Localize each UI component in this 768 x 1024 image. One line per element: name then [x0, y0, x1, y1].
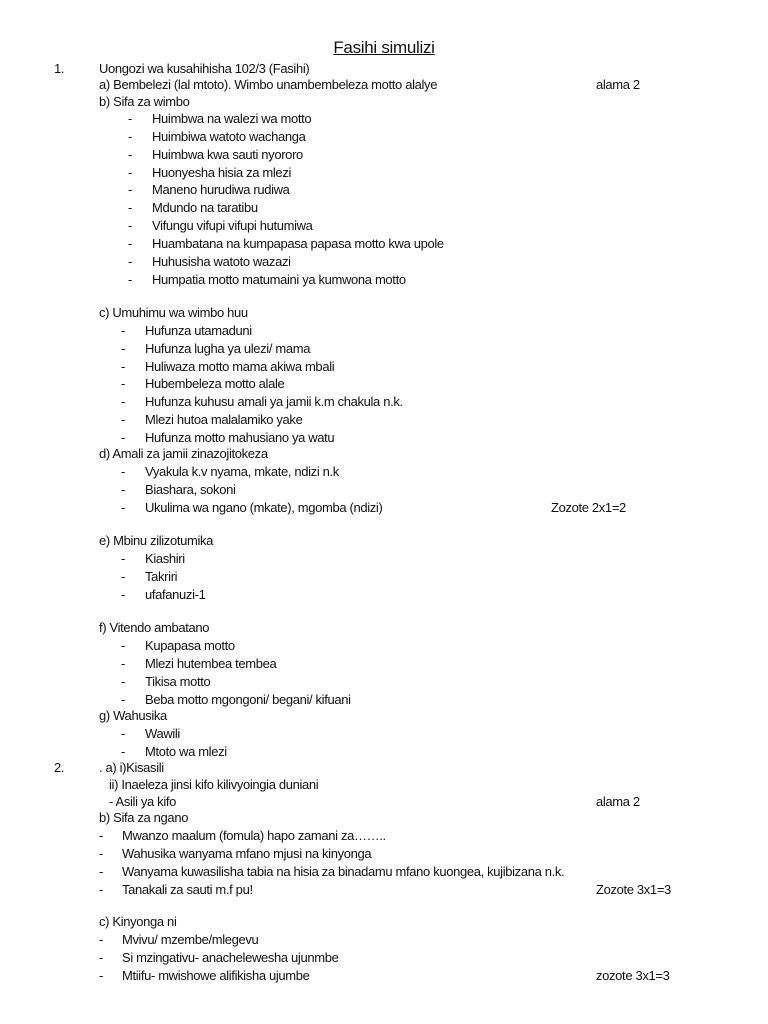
list-item: Maneno hurudiwa rudiwa: [152, 182, 290, 197]
page-title: Fasihi simulizi: [333, 38, 435, 57]
list-item: Mtiifu- mwishowe alifikisha ujumbe: [122, 968, 310, 983]
list-item: Wanyama kuwasilisha tabia na hisia za binadamu mfano kuongea, kujibizana n.k.: [122, 864, 565, 879]
bullet-dash: -: [99, 846, 103, 861]
q2-a-line-3: - Asili ya kifo: [109, 794, 176, 809]
bullet-dash: -: [121, 726, 125, 741]
bullet-dash: -: [128, 182, 132, 197]
q2-c-heading: c) Kinyonga ni: [99, 914, 177, 929]
list-item: Tikisa motto: [145, 674, 211, 689]
list-item: Hufunza utamaduni: [145, 323, 252, 338]
bullet-dash: -: [99, 828, 103, 843]
bullet-dash: -: [121, 359, 125, 374]
bullet-dash: -: [121, 656, 125, 671]
bullet-dash: -: [121, 464, 125, 479]
q2-b-heading: b) Sifa za ngano: [99, 810, 189, 825]
list-item: Huambatana na kumpapasa papasa motto kwa upole: [152, 236, 444, 251]
list-item: Kiashiri: [145, 551, 185, 566]
bullet-dash: -: [121, 744, 125, 759]
list-item: Kupapasa motto: [145, 638, 235, 653]
list-item: Huliwaza motto mama akiwa mbali: [145, 359, 335, 374]
bullet-dash: -: [121, 394, 125, 409]
bullet-dash: -: [121, 500, 125, 515]
bullet-dash: -: [121, 587, 125, 602]
bullet-dash: -: [121, 674, 125, 689]
bullet-dash: -: [121, 692, 125, 707]
bullet-dash: -: [128, 129, 132, 144]
list-item: Mlezi hutoa malalamiko yake: [145, 412, 303, 427]
list-item: Hufunza motto mahusiano ya watu: [145, 430, 335, 445]
bullet-dash: -: [121, 376, 125, 391]
list-item: Tanakali za sauti m.f pu!: [122, 882, 253, 897]
bullet-dash: -: [121, 412, 125, 427]
bullet-dash: -: [121, 551, 125, 566]
q1-c-heading: c) Umuhimu wa wimbo huu: [99, 305, 248, 320]
q1-b-heading: b) Sifa za wimbo: [99, 94, 190, 109]
list-item: Huimbwa kwa sauti nyororo: [152, 147, 303, 162]
list-item: Mlezi hutembea tembea: [145, 656, 277, 671]
q2-b-marks: Zozote 3x1=3: [596, 882, 671, 897]
bullet-dash: -: [99, 882, 103, 897]
bullet-dash: -: [121, 482, 125, 497]
bullet-dash: -: [121, 638, 125, 653]
q1-e-heading: e) Mbinu zilizotumika: [99, 533, 214, 548]
bullet-dash: -: [128, 200, 132, 215]
list-item: Mvivu/ mzembe/mlegevu: [122, 932, 259, 947]
list-item: Huonyesha hisia za mlezi: [152, 165, 292, 180]
list-item: Huhusisha watoto wazazi: [152, 254, 291, 269]
list-item: Hufunza lugha ya ulezi/ mama: [145, 341, 311, 356]
list-item: Hubembeleza motto alale: [145, 376, 285, 391]
bullet-dash: -: [128, 218, 132, 233]
question-1-heading: Uongozi wa kusahihisha 102/3 (Fasihi): [99, 61, 310, 76]
bullet-dash: -: [121, 569, 125, 584]
bullet-dash: -: [128, 272, 132, 287]
list-item: Takriri: [145, 569, 178, 584]
question-2-number: 2.: [54, 760, 65, 775]
bullet-dash: -: [128, 111, 132, 126]
list-item: Ukulima wa ngano (mkate), mgomba (ndizi): [145, 500, 383, 515]
q1-d-marks: Zozote 2x1=2: [551, 500, 626, 515]
list-item: Beba motto mgongoni/ begani/ kifuani: [145, 692, 351, 707]
q1-f-heading: f) Vitendo ambatano: [99, 620, 210, 635]
q1-a-text: a) Bembelezi (lal mtoto). Wimbo unambembeleza motto alalye: [99, 77, 438, 92]
bullet-dash: -: [121, 430, 125, 445]
list-item: Mwanzo maalum (fomula) hapo zamani za……..: [122, 828, 386, 843]
bullet-dash: -: [128, 254, 132, 269]
q2-a-line-1: . a) i)Kisasili: [99, 760, 164, 775]
bullet-dash: -: [99, 864, 103, 879]
list-item: Vifungu vifupi vifupi hutumiwa: [152, 218, 313, 233]
bullet-dash: -: [121, 341, 125, 356]
list-item: Huimbiwa watoto wachanga: [152, 129, 306, 144]
q1-a-marks: alama 2: [596, 77, 640, 92]
bullet-dash: -: [99, 950, 103, 965]
q1-g-heading: g) Wahusika: [99, 708, 167, 723]
bullet-dash: -: [99, 968, 103, 983]
list-item: Biashara, sokoni: [145, 482, 236, 497]
bullet-dash: -: [128, 236, 132, 251]
bullet-dash: -: [128, 165, 132, 180]
list-item: Si mzingativu- anachelewesha ujunmbe: [122, 950, 339, 965]
q1-d-heading: d) Amali za jamii zinazojitokeza: [99, 446, 268, 461]
list-item: Mtoto wa mlezi: [145, 744, 227, 759]
list-item: Mdundo na taratibu: [152, 200, 258, 215]
list-item: Hufunza kuhusu amali ya jamii k.m chakula n.k.: [145, 394, 403, 409]
bullet-dash: -: [121, 323, 125, 338]
list-item: Huimbwa na walezi wa motto: [152, 111, 312, 126]
bullet-dash: -: [128, 147, 132, 162]
list-item: Wawili: [145, 726, 180, 741]
q2-a-marks: alama 2: [596, 794, 640, 809]
q2-c-marks: zozote 3x1=3: [596, 968, 670, 983]
question-1-number: 1.: [54, 61, 65, 76]
list-item: Vyakula k.v nyama, mkate, ndizi n.k: [145, 464, 339, 479]
list-item: ufafanuzi-1: [145, 587, 206, 602]
q2-a-line-2: ii) Inaeleza jinsi kifo kilivyoingia duniani: [109, 777, 319, 792]
list-item: Humpatia motto matumaini ya kumwona motto: [152, 272, 406, 287]
list-item: Wahusika wanyama mfano mjusi na kinyonga: [122, 846, 372, 861]
bullet-dash: -: [99, 932, 103, 947]
